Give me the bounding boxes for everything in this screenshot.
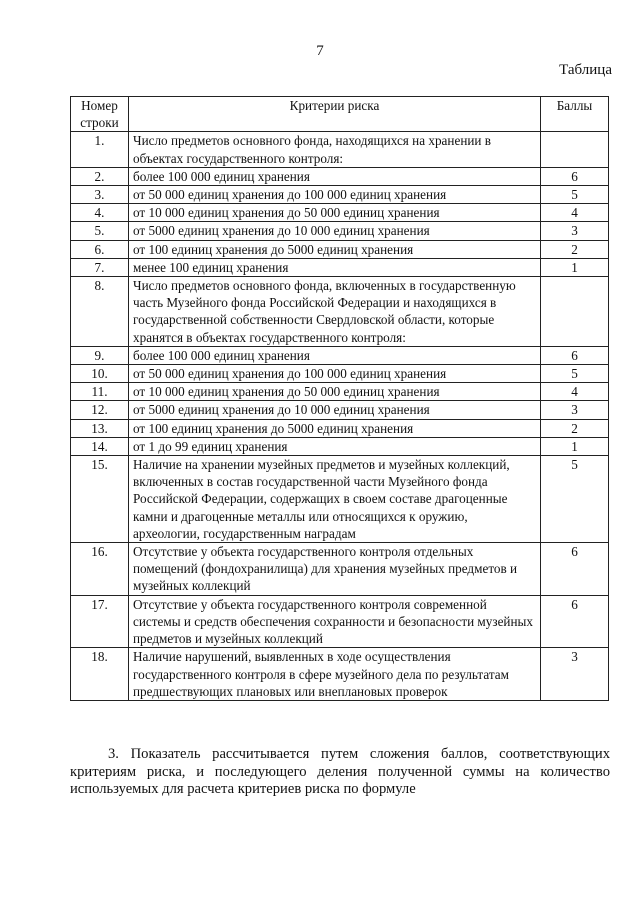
table-row <box>71 595 609 648</box>
row-number: 14. <box>71 437 129 455</box>
row-criterion: от 50 000 единиц хранения до 100 000 единиц хранения <box>129 186 541 204</box>
row-score: 3 <box>541 222 609 240</box>
row-score: 3 <box>541 401 609 419</box>
row-score: 5 <box>541 456 609 543</box>
page-number: 7 <box>316 43 324 59</box>
row-criterion: от 10 000 единиц хранения до 50 000 единиц хранения <box>129 204 541 222</box>
row-criterion: от 1 до 99 единиц хранения <box>129 437 541 455</box>
row-score: 4 <box>541 204 609 222</box>
table-row <box>71 222 609 240</box>
row-criterion: Число предметов основного фонда, включенных в государственную часть Музейного фонда Российской Федерации и находящихся в государственной собственности Свердловской области, которые хранятся в объектах государственного контроля: <box>129 277 541 347</box>
row-criterion: Отсутствие у объекта государственного контроля отдельных помещений (фондохранилища) для хранения музейных предметов и музейных коллекций <box>129 543 541 596</box>
table-row <box>71 365 609 383</box>
row-criterion: от 100 единиц хранения до 5000 единиц хранения <box>129 240 541 258</box>
row-score: 2 <box>541 419 609 437</box>
row-score: 1 <box>541 437 609 455</box>
row-criterion: от 50 000 единиц хранения до 100 000 единиц хранения <box>129 365 541 383</box>
row-number: 1. <box>71 132 129 167</box>
header-score: Баллы <box>541 97 609 132</box>
table-row <box>71 186 609 204</box>
row-score <box>541 277 609 347</box>
table-caption: Таблица <box>559 62 612 78</box>
row-criterion: Отсутствие у объекта государственного контроля современной системы и средств обеспечения сохранности и безопасности музейных предметов и музейных коллекций <box>129 595 541 648</box>
row-score: 1 <box>541 258 609 276</box>
row-score: 6 <box>541 167 609 185</box>
table-row <box>71 277 609 347</box>
row-criterion: от 100 единиц хранения до 5000 единиц хранения <box>129 419 541 437</box>
table-row <box>71 456 609 543</box>
row-criterion: от 5000 единиц хранения до 10 000 единиц хранения <box>129 222 541 240</box>
table-row <box>71 258 609 276</box>
table-header-row <box>71 97 609 132</box>
table-row <box>71 543 609 596</box>
row-score: 5 <box>541 365 609 383</box>
row-number: 6. <box>71 240 129 258</box>
row-number: 11. <box>71 383 129 401</box>
row-number: 4. <box>71 204 129 222</box>
row-number: 8. <box>71 277 129 347</box>
row-number: 2. <box>71 167 129 185</box>
table-row <box>71 419 609 437</box>
row-criterion: от 10 000 единиц хранения до 50 000 единиц хранения <box>129 383 541 401</box>
row-score: 6 <box>541 346 609 364</box>
row-criterion: менее 100 единиц хранения <box>129 258 541 276</box>
row-number: 18. <box>71 648 129 701</box>
table-row <box>71 240 609 258</box>
row-score: 5 <box>541 186 609 204</box>
row-number: 12. <box>71 401 129 419</box>
header-number: Номер строки <box>71 97 129 132</box>
row-number: 3. <box>71 186 129 204</box>
row-criterion: Наличие на хранении музейных предметов и музейных коллекций, включенных в состав государственной части Музейного фонда Российской Федерации, содержащих в своем составе драгоценные камни и драгоценные металлы или относящихся к оружию, археологии, государственным наградам <box>129 456 541 543</box>
row-criterion: более 100 000 единиц хранения <box>129 167 541 185</box>
row-number: 5. <box>71 222 129 240</box>
row-criterion: более 100 000 единиц хранения <box>129 346 541 364</box>
row-criterion: Число предметов основного фонда, находящихся на хранении в объектах государственного контроля: <box>129 132 541 167</box>
row-score: 6 <box>541 543 609 596</box>
row-score: 6 <box>541 595 609 648</box>
table-row <box>71 401 609 419</box>
row-number: 13. <box>71 419 129 437</box>
row-number: 10. <box>71 365 129 383</box>
row-criterion: Наличие нарушений, выявленных в ходе осуществления государственного контроля в сфере музейного дела по результатам предшествующих плановых или внеплановых проверок <box>129 648 541 701</box>
row-score: 4 <box>541 383 609 401</box>
table-row <box>71 437 609 455</box>
table-row <box>71 383 609 401</box>
row-number: 16. <box>71 543 129 596</box>
row-criterion: от 5000 единиц хранения до 10 000 единиц хранения <box>129 401 541 419</box>
body-paragraph: 3. Показатель рассчитывается путем сложения баллов, соответствующих критериям риска, и последующего деления полученной суммы на количество используемых для расчета критериев риска по формуле <box>70 746 610 797</box>
row-score: 2 <box>541 240 609 258</box>
row-number: 17. <box>71 595 129 648</box>
table-row <box>71 648 609 701</box>
table-row <box>71 167 609 185</box>
row-number: 9. <box>71 346 129 364</box>
table-row <box>71 204 609 222</box>
row-number: 7. <box>71 258 129 276</box>
header-criteria: Критерии риска <box>129 97 541 132</box>
row-score: 3 <box>541 648 609 701</box>
risk-criteria-table <box>70 96 609 701</box>
row-number: 15. <box>71 456 129 543</box>
table-row <box>71 346 609 364</box>
table-body <box>71 132 609 701</box>
table-row <box>71 132 609 167</box>
row-score <box>541 132 609 167</box>
